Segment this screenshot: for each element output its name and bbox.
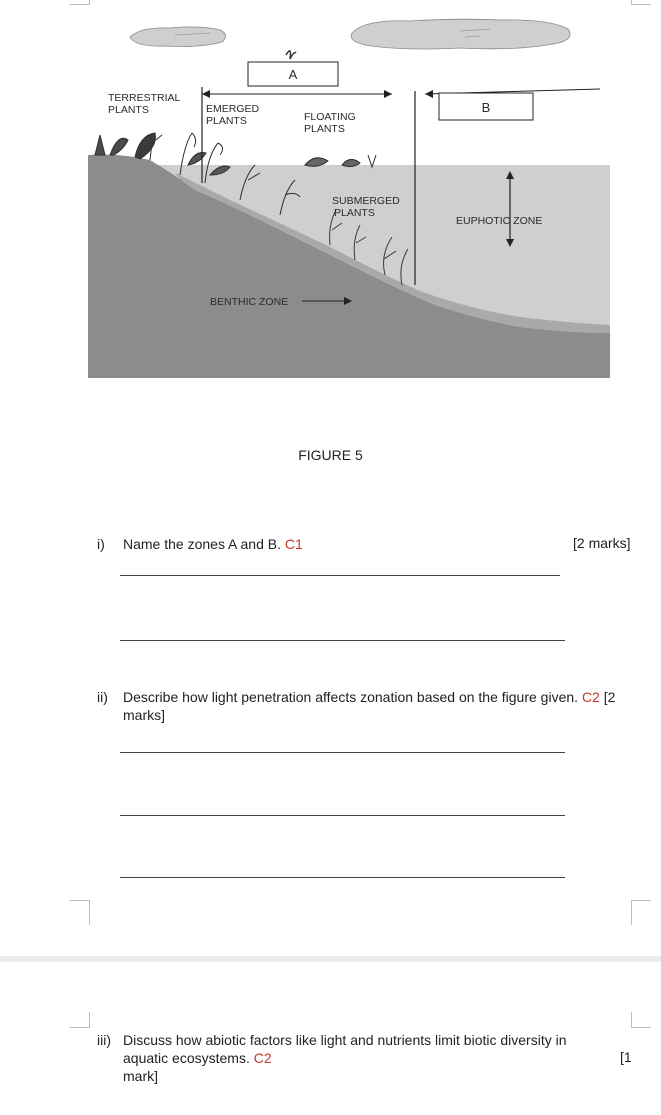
question-3 <box>97 1031 637 1087</box>
question-1 <box>97 535 567 553</box>
answer-line-2b[interactable] <box>120 815 565 816</box>
corner-mark-p2-top-left <box>70 1012 90 1028</box>
question-1-marks: [2 marks] <box>573 535 631 551</box>
terrestrial-label-line1: TERRESTRIAL <box>108 92 181 104</box>
question-1-body <box>123 535 303 553</box>
question-1-number: i) <box>97 536 105 552</box>
submerged-label-line2: PLANTS <box>334 207 375 219</box>
answer-line-2a[interactable] <box>120 752 565 753</box>
question-2-marks: [2 <box>603 689 616 705</box>
floating-label-line2: PLANTS <box>304 123 345 135</box>
zone-a-label: A <box>288 67 298 82</box>
zone-b-label: B <box>481 100 491 115</box>
answer-line-1b[interactable] <box>120 640 565 641</box>
emerged-label-line2: PLANTS <box>206 115 247 127</box>
question-2 <box>97 688 642 726</box>
bird-icon <box>286 51 296 59</box>
document-page-2 <box>0 962 661 1115</box>
question-2-text: Describe how light penetration affects zonation based on the figure given. <box>123 689 579 705</box>
question-3-marks-line2: mark] <box>123 1068 158 1084</box>
answer-line-1a[interactable] <box>120 575 560 576</box>
question-3-text: Discuss how abiotic factors like light and nutrients limit biotic diversity in <box>123 1032 567 1048</box>
question-2-body <box>123 688 643 724</box>
answer-line-2c[interactable] <box>120 877 565 878</box>
corner-mark-top-left <box>70 0 90 5</box>
question-1-tag: C1 <box>284 536 303 552</box>
benthic-zone-label: BENTHIC ZONE <box>210 296 289 308</box>
question-3-tag: C2 <box>253 1050 272 1066</box>
floating-label-line1: FLOATING <box>304 111 356 123</box>
cloud-right-icon <box>351 19 570 49</box>
corner-mark-p2-top-right <box>631 1012 651 1028</box>
corner-mark-top-right <box>631 0 651 5</box>
euphotic-zone-label: EUPHOTIC ZONE <box>456 215 543 227</box>
question-2-number: ii) <box>97 689 108 705</box>
aquatic-zonation-figure <box>80 15 620 385</box>
question-1-text: Name the zones A and B. <box>123 536 281 552</box>
submerged-label-line1: SUBMERGED <box>332 195 400 207</box>
terrestrial-label-line2: PLANTS <box>108 104 149 116</box>
question-3-marks: [1 <box>620 1049 632 1065</box>
corner-mark-bottom-left <box>70 900 90 925</box>
cloud-left-icon <box>130 27 226 47</box>
question-2-tag: C2 <box>581 689 600 705</box>
question-2-marks-line2: marks] <box>123 707 165 723</box>
emerged-label-line1: EMERGED <box>206 103 260 115</box>
question-3-number: iii) <box>97 1032 111 1048</box>
figure-caption: FIGURE 5 <box>298 447 363 463</box>
corner-mark-bottom-right <box>631 900 651 925</box>
question-3-body <box>123 1031 623 1085</box>
question-3-text-line2: aquatic ecosystems. <box>123 1050 250 1066</box>
